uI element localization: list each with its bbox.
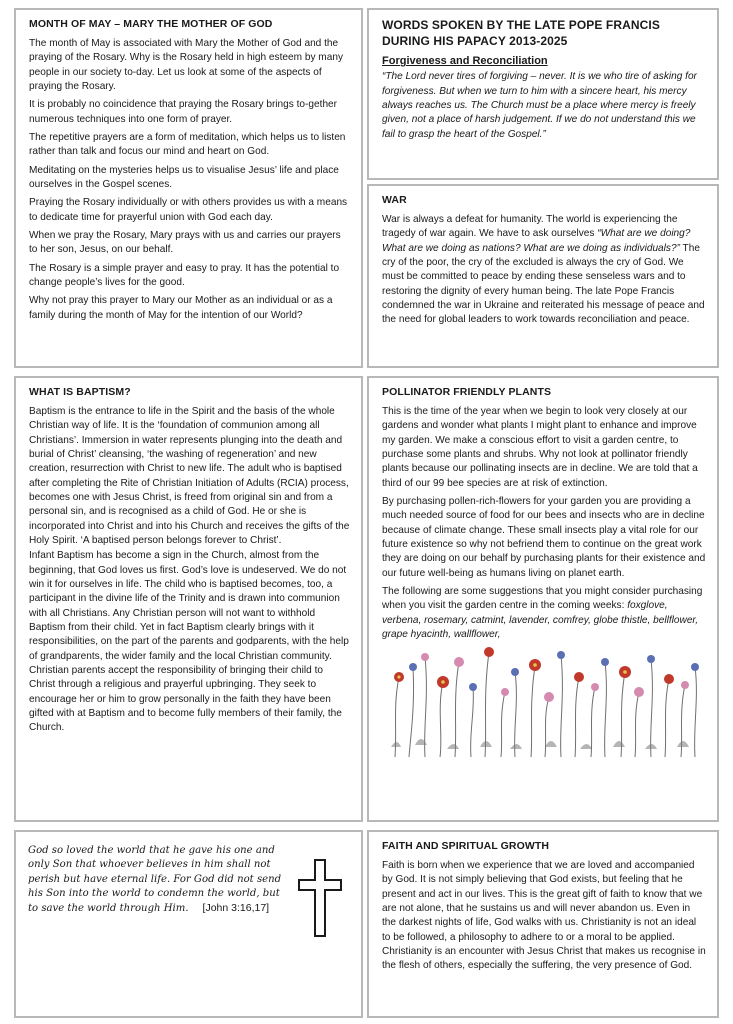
scripture-text <box>28 844 283 917</box>
pollinator-suggestions <box>382 585 706 641</box>
scripture-section <box>14 830 363 1018</box>
may-paragraph: The Rosary is a simple prayer and easy to pray. It has the potential to change people’s lives for the good. <box>29 262 340 289</box>
pope-francis-title: WORDS SPOKEN BY THE LATE POPE FRANCIS DURING HIS PAPACY 2013-2025 <box>382 18 660 48</box>
war-section <box>367 184 719 368</box>
pollinator-title: POLLINATOR FRIENDLY PLANTS <box>382 386 552 398</box>
month-of-may-section <box>14 8 363 368</box>
pope-francis-section <box>367 8 719 180</box>
cross-icon <box>297 858 343 938</box>
scripture-reference: [John 3:16,17] <box>202 902 270 915</box>
baptism-paragraph: Infant Baptism has become a sign in the Church, almost from the beginning, that God loves us first. God’s love is undeserved. We do not win it for ourselves in life. The child who is baptised becomes, too, a participant in the divine life of the Trinity and is drawn into communion with all Christians. Any Christian person will not want to withhold Baptism from their child. Yet in fact Baptism clearly brings with it responsibilities, on the part of the parents and godparents, with the help of grandparents, the wider family and the local Christian community. Christian parents accept the responsibility of bringing their child to Christ through a religious and prayerful upbringing. They seek to encourage her or him to grow personally in the faith they have been gifted with at Baptism and to become fully members of their family, the Church. <box>29 550 349 734</box>
pope-quote: “The Lord never tires of forgiving – never. It is we who tire of asking for forgiveness. But when we turn to him with a sincere heart, his mercy always reaches us. The Church must be a place where mercy is freely given, not a place of harsh judgement. If we do not understand this we fail to grasp the heart of the Gospel.” <box>382 71 697 140</box>
faith-title: FAITH AND SPIRITUAL GROWTH <box>382 840 550 852</box>
pollinator-paragraph: By purchasing pollen-rich-flowers for your garden you are providing a much needed source of food for our bees and insects who are in decline because of climate change. These small insects play a vital role for our future existence so why not befriend them to continue on the great work they are doing on our behalf by purchasing plants for their existence and our future well-being as humans living on planet earth. <box>382 496 706 579</box>
may-paragraph: The repetitive prayers are a form of meditation, which helps us to listen rather than talk and focus our mind and heart on God. <box>29 132 346 158</box>
may-paragraph: The month of May is associated with Mary the Mother of God and the praying of the Rosary. Why is the Rosary held in high esteem by many people in our society to-day. Let us look at some of the aspects of praying the Rosary. <box>29 38 343 93</box>
war-text-questions: “What are we doing? What are we doing as nations? What are we doing as individuals?” <box>382 228 691 254</box>
may-paragraph: When we pray the Rosary, Mary prays with us and carries our prayers to her son, Jesus, on our behalf. <box>29 230 341 256</box>
war-text-part: The cry of the poor, the cry of the excluded is always the cry of God. We must be committed to peace by ending these senseless wars and to restoring the dignity of every human being. The late Pope Francis condemned the war in Ukraine and reiterated his message of peace and the need for global leaders to work towards reconciliation and peace. <box>382 242 705 326</box>
war-title: WAR <box>382 194 407 206</box>
may-paragraph: Praying the Rosary individually or with others provides us with a means to dedicate time for prayerful union with God each day. <box>29 197 348 223</box>
baptism-paragraph: Baptism is the entrance to life in the Spirit and the basis of the whole Christian way of life. It is the ‘foundation of communion among all Christians’. Immersion in water represents plunging into the death and burial of Christ’ cleansing, ‘the washing of regeneration’ and new creation, resurrection with Christ to new life. The adult who is baptised after completing the Rite of Christian Initiation of Adults (RCIA) process, becomes one with Jesus Christ, is freed from original sin and from a personal sin, and is recognised as a child of God. He or she is incorporated into Christ and into his Church and receives the gifts of the Holy Spirit. ‘A baptised person belongs forever to Christ’. <box>29 406 350 547</box>
may-paragraph: It is probably no coincidence that praying the Rosary brings to-gether numerous techniques into one form of prayer. <box>29 99 338 125</box>
scripture-verse: God so loved the world that he gave his one and only Son that whoever believes in him shall not perish but have eternal life. For God did not send his Son into the world to condemn the world, but to save the world through Him. <box>28 845 282 915</box>
forgiveness-subtitle: Forgiveness and Reconciliation <box>382 55 548 68</box>
may-paragraph: Meditating on the mysteries helps us to visualise Jesus’ life and place ourselves in the Gospel scenes. <box>29 164 339 191</box>
suggestions-lead: The following are some suggestions that you might consider purchasing when you visit the garden centre in the coming weeks: <box>382 586 703 612</box>
month-of-may-title: MONTH OF MAY – MARY THE MOTHER OF GOD <box>29 18 273 30</box>
baptism-title: WHAT IS BAPTISM? <box>29 386 131 398</box>
pollinator-paragraph: This is the time of the year when we begin to look very closely at our gardens and wonder what plants I might plant to enhance and improve my garden. We make a conscious effort to visit a garden centre, to purchase some plants and shrubs. Why not look at pollinator friendly plants because our pollinating insects are in decline. We are told that a third of our 99 bee species are at risk of extinction. <box>382 406 698 489</box>
faith-section <box>367 830 719 1018</box>
war-text <box>382 213 706 328</box>
pollinator-section <box>367 376 719 822</box>
war-text-part: War is always a defeat for humanity. The world is experiencing the tragedy of war again. We have to ask ourselves <box>382 214 678 240</box>
baptism-section <box>14 376 363 822</box>
may-paragraph: Why not pray this prayer to Mary our Mother as an individual or as a family during the month of May for the intention of our World? <box>29 295 333 321</box>
faith-text: Faith is born when we experience that we are loved and accompanied by God. It is not simply believing that God exists, but feeling that he present and act in our lives. This is the great gift of faith to know that we are not alone, that he sustains us and will never abandon us. Even in the darkest nights of life, God walks with us. Christianity is not an ideal to be followed, a philosophy to adhere to or a moral to be applied. Christianity is an encounter with Jesus Christ that makes us recognise in the flesh of others, especially the suffering, the very presence of God. <box>382 860 706 972</box>
plant-list: foxglove, verbena, rosemary, catmint, lavender, comfrey, globe thistle, bellflower, grape hyacinth, wallflower, <box>382 600 699 641</box>
wildflowers-illustration <box>385 637 707 757</box>
